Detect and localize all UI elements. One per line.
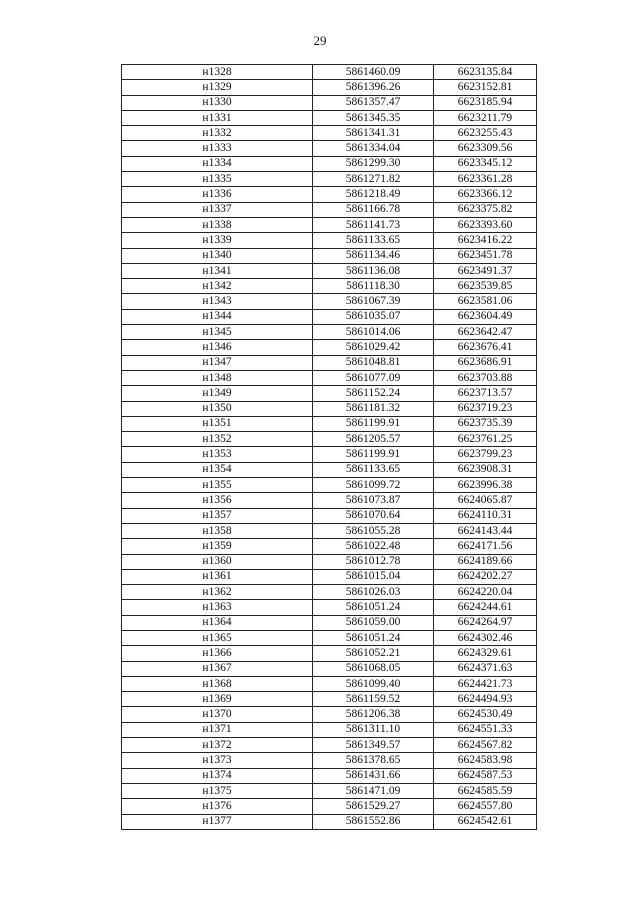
point-id-cell: н1337 [122,202,313,217]
point-id-cell: н1340 [122,248,313,263]
table-row [122,279,537,294]
point-id-cell: н1361 [122,569,313,584]
y-coordinate-cell: 6623581.06 [434,294,537,309]
y-coordinate-cell: 6624583.98 [434,753,537,768]
y-coordinate-cell: 6624585.59 [434,783,537,798]
x-coordinate-cell: 5861015.04 [313,569,434,584]
x-coordinate-cell: 5861133.65 [313,233,434,248]
x-coordinate-cell: 5861051.24 [313,630,434,645]
table-row [122,707,537,722]
y-coordinate-cell: 6624264.97 [434,615,537,630]
table-row [122,646,537,661]
y-coordinate-cell: 6624494.93 [434,692,537,707]
table-row [122,370,537,385]
x-coordinate-cell: 5861159.52 [313,692,434,707]
point-id-cell: н1374 [122,768,313,783]
x-coordinate-cell: 5861014.06 [313,325,434,340]
point-id-cell: н1375 [122,783,313,798]
point-id-cell: н1344 [122,309,313,324]
point-id-cell: н1363 [122,600,313,615]
y-coordinate-cell: 6623375.82 [434,202,537,217]
point-id-cell: н1353 [122,447,313,462]
y-coordinate-cell: 6623539.85 [434,279,537,294]
table-row [122,172,537,187]
table-row [122,355,537,370]
y-coordinate-cell: 6623255.43 [434,126,537,141]
x-coordinate-cell: 5861035.07 [313,309,434,324]
point-id-cell: н1330 [122,95,313,110]
table-row [122,447,537,462]
y-coordinate-cell: 6623642.47 [434,325,537,340]
x-coordinate-cell: 5861431.66 [313,768,434,783]
table-row [122,217,537,232]
point-id-cell: н1328 [122,65,313,80]
table-row [122,799,537,814]
x-coordinate-cell: 5861118.30 [313,279,434,294]
point-id-cell: н1339 [122,233,313,248]
y-coordinate-cell: 6623366.12 [434,187,537,202]
point-id-cell: н1358 [122,523,313,538]
x-coordinate-cell: 5861311.10 [313,722,434,737]
table-row [122,248,537,263]
point-id-cell: н1338 [122,217,313,232]
table-row [122,110,537,125]
table-row [122,478,537,493]
point-id-cell: н1349 [122,386,313,401]
point-id-cell: н1348 [122,370,313,385]
point-id-cell: н1334 [122,156,313,171]
x-coordinate-cell: 5861396.26 [313,80,434,95]
point-id-cell: н1332 [122,126,313,141]
table-row [122,585,537,600]
y-coordinate-cell: 6623908.31 [434,462,537,477]
table-row [122,814,537,829]
table-row [122,508,537,523]
table-row [122,738,537,753]
y-coordinate-cell: 6624329.61 [434,646,537,661]
table-row [122,722,537,737]
x-coordinate-cell: 5861068.05 [313,661,434,676]
table-row [122,493,537,508]
point-id-cell: н1368 [122,676,313,691]
point-id-cell: н1370 [122,707,313,722]
point-id-cell: н1336 [122,187,313,202]
table-row [122,156,537,171]
y-coordinate-cell: 6623393.60 [434,217,537,232]
point-id-cell: н1329 [122,80,313,95]
table-row [122,202,537,217]
y-coordinate-cell: 6624567.82 [434,738,537,753]
table-row [122,80,537,95]
table-row [122,309,537,324]
y-coordinate-cell: 6623735.39 [434,416,537,431]
table-row [122,65,537,80]
x-coordinate-cell: 5861199.91 [313,416,434,431]
y-coordinate-cell: 6624065.87 [434,493,537,508]
table-row [122,386,537,401]
y-coordinate-cell: 6623135.84 [434,65,537,80]
y-coordinate-cell: 6624220.04 [434,585,537,600]
y-coordinate-cell: 6623799.23 [434,447,537,462]
point-id-cell: н1376 [122,799,313,814]
table-row [122,325,537,340]
x-coordinate-cell: 5861022.48 [313,539,434,554]
table-row [122,401,537,416]
point-id-cell: н1343 [122,294,313,309]
y-coordinate-cell: 6624143.44 [434,523,537,538]
y-coordinate-cell: 6623713.57 [434,386,537,401]
x-coordinate-cell: 5861099.40 [313,676,434,691]
y-coordinate-cell: 6623996.38 [434,478,537,493]
table-row [122,630,537,645]
y-coordinate-cell: 6623719.23 [434,401,537,416]
table-row [122,233,537,248]
point-id-cell: н1359 [122,539,313,554]
x-coordinate-cell: 5861070.64 [313,508,434,523]
x-coordinate-cell: 5861073.87 [313,493,434,508]
x-coordinate-cell: 5861152.24 [313,386,434,401]
x-coordinate-cell: 5861345.35 [313,110,434,125]
y-coordinate-cell: 6623345.12 [434,156,537,171]
point-id-cell: н1354 [122,462,313,477]
table-row [122,187,537,202]
point-id-cell: н1371 [122,722,313,737]
point-id-cell: н1362 [122,585,313,600]
point-id-cell: н1373 [122,753,313,768]
y-coordinate-cell: 6623761.25 [434,432,537,447]
x-coordinate-cell: 5861471.09 [313,783,434,798]
x-coordinate-cell: 5861181.32 [313,401,434,416]
x-coordinate-cell: 5861206.38 [313,707,434,722]
table-row [122,768,537,783]
x-coordinate-cell: 5861052.21 [313,646,434,661]
point-id-cell: н1350 [122,401,313,416]
x-coordinate-cell: 5861051.24 [313,600,434,615]
table-row [122,432,537,447]
y-coordinate-cell: 6624587.53 [434,768,537,783]
x-coordinate-cell: 5861166.78 [313,202,434,217]
x-coordinate-cell: 5861077.09 [313,370,434,385]
x-coordinate-cell: 5861029.42 [313,340,434,355]
y-coordinate-cell: 6623686.91 [434,355,537,370]
x-coordinate-cell: 5861099.72 [313,478,434,493]
y-coordinate-cell: 6624244.61 [434,600,537,615]
y-coordinate-cell: 6624110.31 [434,508,537,523]
point-id-cell: н1341 [122,263,313,278]
y-coordinate-cell: 6624171.56 [434,539,537,554]
point-id-cell: н1369 [122,692,313,707]
table-row [122,95,537,110]
table-row [122,661,537,676]
table-row [122,676,537,691]
table-row [122,141,537,156]
table-row [122,600,537,615]
point-id-cell: н1331 [122,110,313,125]
x-coordinate-cell: 5861134.46 [313,248,434,263]
x-coordinate-cell: 5861460.09 [313,65,434,80]
coordinates-table [121,64,537,830]
x-coordinate-cell: 5861205.57 [313,432,434,447]
x-coordinate-cell: 5861552.86 [313,814,434,829]
x-coordinate-cell: 5861133.65 [313,462,434,477]
y-coordinate-cell: 6623416.22 [434,233,537,248]
x-coordinate-cell: 5861341.31 [313,126,434,141]
y-coordinate-cell: 6624371.63 [434,661,537,676]
coordinates-table-body [122,65,537,830]
point-id-cell: н1351 [122,416,313,431]
x-coordinate-cell: 5861059.00 [313,615,434,630]
x-coordinate-cell: 5861349.57 [313,738,434,753]
point-id-cell: н1372 [122,738,313,753]
x-coordinate-cell: 5861271.82 [313,172,434,187]
y-coordinate-cell: 6623604.49 [434,309,537,324]
point-id-cell: н1346 [122,340,313,355]
point-id-cell: н1335 [122,172,313,187]
y-coordinate-cell: 6624530.49 [434,707,537,722]
point-id-cell: н1352 [122,432,313,447]
point-id-cell: н1347 [122,355,313,370]
point-id-cell: н1333 [122,141,313,156]
table-row [122,554,537,569]
x-coordinate-cell: 5861136.08 [313,263,434,278]
y-coordinate-cell: 6623152.81 [434,80,537,95]
point-id-cell: н1356 [122,493,313,508]
table-row [122,753,537,768]
table-row [122,294,537,309]
point-id-cell: н1345 [122,325,313,340]
point-id-cell: н1355 [122,478,313,493]
table-row [122,263,537,278]
x-coordinate-cell: 5861299.30 [313,156,434,171]
x-coordinate-cell: 5861218.49 [313,187,434,202]
table-row [122,783,537,798]
y-coordinate-cell: 6624542.61 [434,814,537,829]
y-coordinate-cell: 6623211.79 [434,110,537,125]
point-id-cell: н1367 [122,661,313,676]
table-row [122,416,537,431]
point-id-cell: н1342 [122,279,313,294]
x-coordinate-cell: 5861055.28 [313,523,434,538]
y-coordinate-cell: 6624551.33 [434,722,537,737]
table-row [122,126,537,141]
table-row [122,539,537,554]
y-coordinate-cell: 6623451.78 [434,248,537,263]
x-coordinate-cell: 5861141.73 [313,217,434,232]
y-coordinate-cell: 6623703.88 [434,370,537,385]
y-coordinate-cell: 6624189.66 [434,554,537,569]
table-row [122,692,537,707]
point-id-cell: н1357 [122,508,313,523]
y-coordinate-cell: 6623491.37 [434,263,537,278]
table-row [122,569,537,584]
y-coordinate-cell: 6624202.27 [434,569,537,584]
x-coordinate-cell: 5861026.03 [313,585,434,600]
point-id-cell: н1377 [122,814,313,829]
x-coordinate-cell: 5861334.04 [313,141,434,156]
y-coordinate-cell: 6623309.56 [434,141,537,156]
y-coordinate-cell: 6624557.80 [434,799,537,814]
x-coordinate-cell: 5861012.78 [313,554,434,569]
table-row [122,462,537,477]
table-row [122,340,537,355]
point-id-cell: н1364 [122,615,313,630]
x-coordinate-cell: 5861067.39 [313,294,434,309]
table-row [122,615,537,630]
x-coordinate-cell: 5861357.47 [313,95,434,110]
x-coordinate-cell: 5861378.65 [313,753,434,768]
y-coordinate-cell: 6624421.73 [434,676,537,691]
point-id-cell: н1366 [122,646,313,661]
point-id-cell: н1365 [122,630,313,645]
point-id-cell: н1360 [122,554,313,569]
y-coordinate-cell: 6624302.46 [434,630,537,645]
x-coordinate-cell: 5861529.27 [313,799,434,814]
y-coordinate-cell: 6623185.94 [434,95,537,110]
y-coordinate-cell: 6623676.41 [434,340,537,355]
x-coordinate-cell: 5861048.81 [313,355,434,370]
y-coordinate-cell: 6623361.28 [434,172,537,187]
x-coordinate-cell: 5861199.91 [313,447,434,462]
table-row [122,523,537,538]
page-number: 29 [313,33,327,48]
